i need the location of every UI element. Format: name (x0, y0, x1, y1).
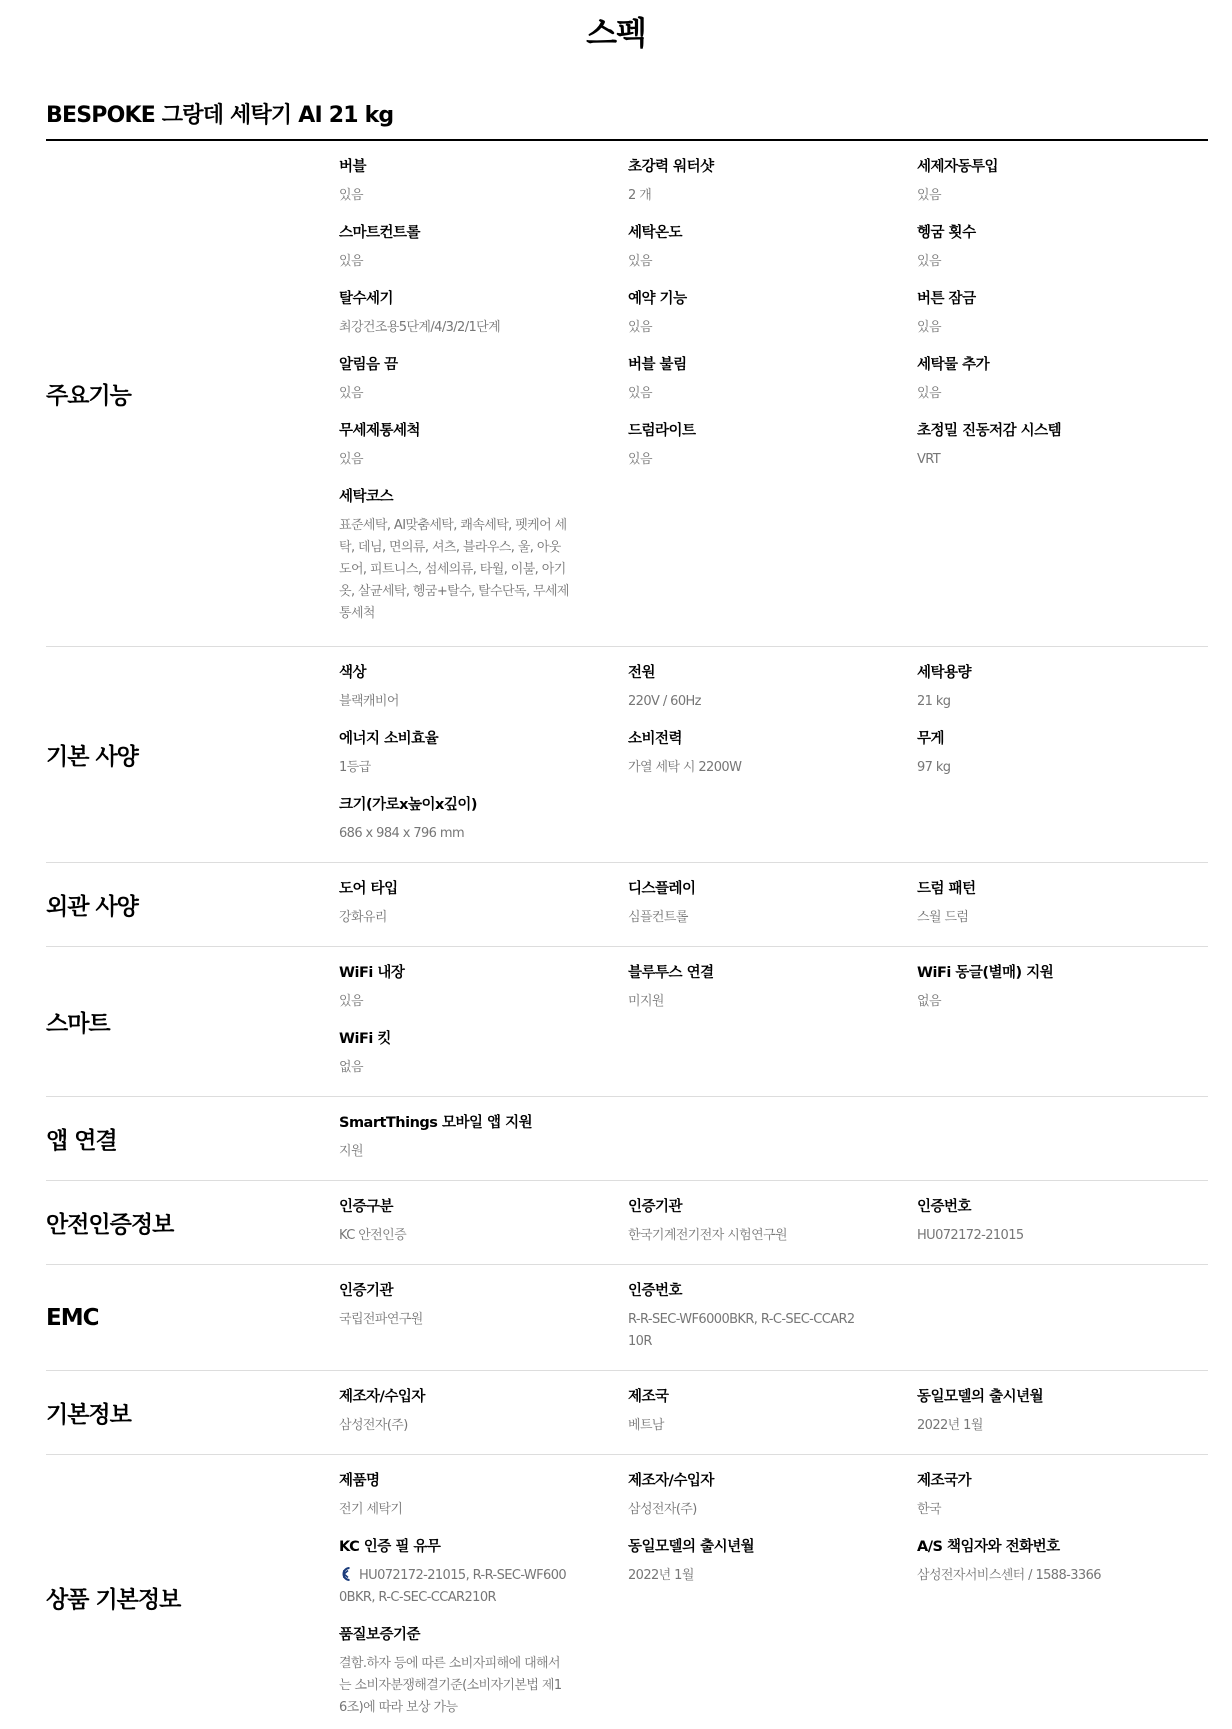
spec-item (339, 289, 569, 339)
spec-item (917, 223, 1147, 273)
spec-value: KC 안전인증 (339, 1228, 407, 1243)
spec-item (339, 795, 569, 845)
spec-value: 있음 (339, 386, 363, 401)
spec-label: A/S 책임자와 전화번호 (917, 1539, 1060, 1555)
spec-item (339, 355, 569, 405)
spec-item (628, 1197, 858, 1247)
spec-value: 최강건조용5단계/4/3/2/1단계 (339, 320, 501, 335)
section-title: 상품 기본정보 (46, 1586, 181, 1613)
spec-label: 제조자/수입자 (339, 1389, 425, 1405)
spec-item (917, 421, 1147, 471)
product-title: BESPOKE 그랑데 세탁기 AI 21 kg (46, 103, 394, 128)
spec-label: 버튼 잠금 (917, 291, 976, 307)
spec-value: 국립전파연구원 (339, 1312, 423, 1327)
spec-label: 에너지 소비효율 (339, 731, 439, 747)
spec-item (339, 1197, 569, 1247)
kc-cert-numbers: HU072172-21015, R-R-SEC-WF6000BKR, R-C-SEC-CCAR210R (339, 1568, 567, 1605)
spec-item (628, 1537, 858, 1587)
spec-value: 있음 (917, 254, 941, 269)
spec-item (628, 1471, 858, 1521)
spec-item (917, 1471, 1147, 1521)
spec-label: 제조국가 (917, 1473, 972, 1489)
spec-value: 결함.하자 등에 따른 소비자피해에 대해서는 소비자분쟁해결기준(소비자기본법 제16조)에 따라 보상 가능 (339, 1656, 562, 1715)
spec-value: 220V / 60Hz (628, 694, 701, 709)
spec-item (339, 1113, 639, 1163)
spec-label: 무게 (917, 731, 945, 747)
spec-item (917, 879, 1147, 929)
spec-item (339, 223, 569, 273)
spec-label: KC 인증 필 유무 (339, 1539, 441, 1555)
spec-item (339, 879, 569, 929)
spec-label: 동일모델의 출시년월 (917, 1389, 1044, 1405)
spec-value: 있음 (628, 320, 652, 335)
spec-value: 있음 (339, 188, 363, 203)
kc-certification-icon (339, 1566, 353, 1582)
spec-label: 전원 (628, 665, 656, 681)
spec-label: WiFi 내장 (339, 965, 405, 981)
spec-value: 있음 (628, 386, 652, 401)
spec-item (628, 879, 858, 929)
spec-value: 표준세탁, AI맞춤세탁, 쾌속세탁, 펫케어 세탁, 데님, 면의류, 셔츠, 블라우스, 울, 아웃도어, 피트니스, 섬세의류, 타월, 이불, 아기옷, 살균세탁, 헹굼+탈수, 탈수단독, 무세제통세척 (339, 518, 569, 621)
section-title: 기본 사양 (46, 744, 138, 770)
spec-item (917, 355, 1147, 405)
spec-value: 삼성전자(주) (339, 1418, 408, 1433)
spec-item (628, 223, 858, 273)
spec-value: 미지원 (628, 994, 664, 1009)
spec-value: 심플컨트롤 (628, 910, 688, 925)
spec-value: 686 x 984 x 796 mm (339, 826, 465, 841)
spec-value: 한국기계전기전자 시험연구원 (628, 1228, 787, 1243)
spec-value: 21 kg (917, 694, 951, 709)
spec-item (339, 1387, 569, 1437)
spec-item (339, 487, 569, 625)
spec-label: 색상 (339, 665, 367, 681)
spec-item (628, 963, 858, 1013)
spec-label: 인증번호 (917, 1199, 972, 1215)
spec-item (917, 1537, 1217, 1587)
spec-label: 세제자동투입 (917, 159, 999, 175)
spec-value: 있음 (917, 320, 941, 335)
spec-label: WiFi 동글(별매) 지원 (917, 965, 1054, 981)
spec-value: 블랙캐비어 (339, 694, 399, 709)
spec-label: 알림음 끔 (339, 357, 398, 373)
spec-item (917, 963, 1147, 1013)
spec-label: 탈수세기 (339, 291, 394, 307)
spec-value: 있음 (339, 254, 363, 269)
spec-label: 제조국 (628, 1389, 669, 1405)
spec-value: HU072172-21015 (917, 1228, 1024, 1243)
spec-item (339, 1029, 569, 1079)
spec-item (339, 1471, 569, 1521)
spec-label: 버블 (339, 159, 367, 175)
section-title: 주요기능 (46, 383, 131, 409)
spec-value: 베트남 (628, 1418, 664, 1433)
spec-value: 1등급 (339, 760, 371, 775)
spec-item (339, 1537, 569, 1609)
spec-value: R-R-SEC-WF6000BKR, R-C-SEC-CCAR210R (628, 1312, 855, 1349)
spec-value: 가열 세탁 시 2200W (628, 760, 742, 775)
spec-item (339, 663, 569, 713)
spec-value: 스월 드럼 (917, 910, 969, 925)
page-title: 스펙 (586, 14, 646, 52)
spec-item (628, 1387, 858, 1437)
spec-item (339, 963, 569, 1013)
spec-value: 2 개 (628, 188, 652, 203)
spec-value: 있음 (628, 254, 652, 269)
section-exterior-spec (46, 862, 1208, 946)
spec-value: 지원 (339, 1144, 363, 1159)
spec-label: 스마트컨트롤 (339, 225, 421, 241)
spec-label: 세탁물 추가 (917, 357, 990, 373)
spec-item (628, 663, 858, 713)
spec-label: 블루투스 연결 (628, 965, 714, 981)
spec-item (917, 729, 1147, 779)
spec-item (628, 355, 858, 405)
spec-value: VRT (917, 452, 941, 467)
spec-value: 있음 (339, 452, 363, 467)
section-title: 앱 연결 (46, 1128, 117, 1154)
spec-item (917, 1387, 1147, 1437)
section-title: 기본정보 (46, 1402, 131, 1428)
spec-label: 세탁코스 (339, 489, 394, 505)
spec-value: 강화유리 (339, 910, 387, 925)
spec-label: 드럼 패턴 (917, 881, 976, 897)
spec-item (917, 289, 1147, 339)
spec-value: 전기 세탁기 (339, 1502, 403, 1517)
section-safety-cert (46, 1180, 1208, 1264)
section-title: 외관 사양 (46, 894, 138, 920)
section-basic-info (46, 1370, 1208, 1454)
spec-value: 있음 (628, 452, 652, 467)
spec-value: 삼성전자(주) (628, 1502, 697, 1517)
spec-value: 삼성전자서비스센터 / 1588-3366 (917, 1568, 1101, 1583)
spec-label: WiFi 킷 (339, 1031, 391, 1047)
spec-label: 인증기관 (339, 1283, 394, 1299)
section-title: EMC (46, 1304, 99, 1331)
section-product-info (46, 1454, 1208, 1729)
spec-value: 있음 (339, 994, 363, 1009)
spec-item (628, 1281, 858, 1353)
spec-label: 디스플레이 (628, 881, 696, 897)
spec-label: 제조자/수입자 (628, 1473, 714, 1489)
spec-label: 세탁용량 (917, 665, 972, 681)
section-app (46, 1096, 1208, 1180)
spec-value: 2022년 1월 (917, 1418, 983, 1433)
spec-item (628, 421, 858, 471)
section-smart (46, 946, 1208, 1096)
spec-value: 있음 (917, 386, 941, 401)
spec-item (628, 729, 858, 779)
spec-label: 도어 타입 (339, 881, 398, 897)
spec-label: 무세제통세척 (339, 423, 421, 439)
spec-label: SmartThings 모바일 앱 지원 (339, 1115, 533, 1131)
spec-value: 없음 (917, 994, 941, 1009)
spec-item (628, 157, 858, 207)
spec-value: 97 kg (917, 760, 951, 775)
spec-item (339, 1281, 569, 1331)
spec-item (917, 157, 1147, 207)
section-main-features (46, 141, 1208, 646)
spec-item (339, 421, 569, 471)
spec-label: 소비전력 (628, 731, 683, 747)
spec-item (339, 1625, 569, 1719)
spec-value: 없음 (339, 1060, 363, 1075)
spec-label: 헹굼 횟수 (917, 225, 976, 241)
spec-item (339, 157, 569, 207)
spec-item (628, 289, 858, 339)
section-basic-spec (46, 646, 1208, 862)
spec-label: 버블 불림 (628, 357, 687, 373)
spec-label: 세탁온도 (628, 225, 683, 241)
spec-value-with-icon (339, 1565, 569, 1609)
spec-label: 품질보증기준 (339, 1627, 421, 1643)
spec-item (339, 729, 569, 779)
spec-label: 제품명 (339, 1473, 380, 1489)
spec-label: 예약 기능 (628, 291, 687, 307)
spec-value: 한국 (917, 1502, 941, 1517)
spec-label: 드럼라이트 (628, 423, 696, 439)
section-emc (46, 1264, 1208, 1370)
spec-value: 있음 (917, 188, 941, 203)
section-title: 안전인증정보 (46, 1212, 174, 1238)
section-title: 스마트 (46, 1011, 110, 1037)
spec-label: 초정밀 진동저감 시스템 (917, 423, 1062, 439)
spec-label: 동일모델의 출시년월 (628, 1539, 755, 1555)
spec-label: 인증구분 (339, 1199, 394, 1215)
spec-label: 초강력 워터샷 (628, 159, 714, 175)
spec-label: 크기(가로x높이x깊이) (339, 797, 478, 813)
spec-item (917, 1197, 1147, 1247)
spec-label: 인증번호 (628, 1283, 683, 1299)
spec-label: 인증기관 (628, 1199, 683, 1215)
spec-value: 2022년 1월 (628, 1568, 694, 1583)
spec-item (917, 663, 1147, 713)
